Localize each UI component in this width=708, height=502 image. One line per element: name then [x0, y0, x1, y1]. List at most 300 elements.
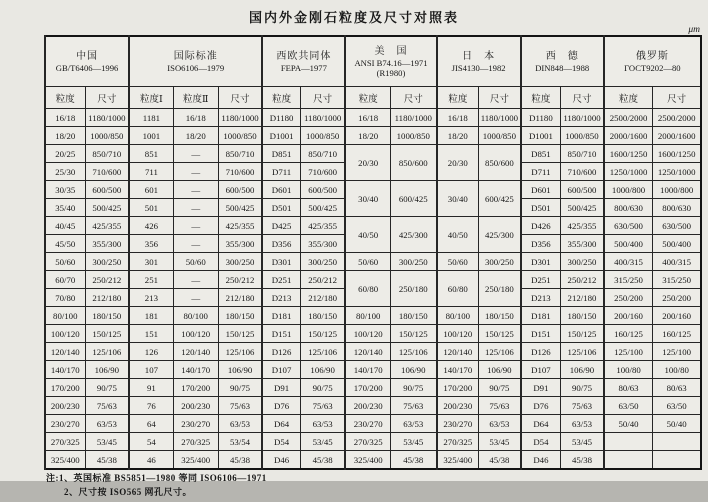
cell: 150/125 — [300, 325, 345, 343]
table-row — [45, 181, 701, 199]
subheader-cell: 粒度 — [45, 87, 85, 109]
cell: 126 — [129, 343, 173, 361]
subheader-cell: 粒度 — [437, 87, 479, 109]
cell: 181 — [129, 307, 173, 325]
subheader-cell: 尺寸 — [479, 87, 521, 109]
cell: 1600/1250 — [653, 145, 701, 163]
cell: 125/106 — [85, 343, 129, 361]
cell: D54 — [262, 433, 300, 451]
cell: D501 — [262, 199, 300, 217]
cell: 1180/1000 — [390, 109, 436, 127]
cell: 35/40 — [45, 199, 85, 217]
cell: 600/500 — [561, 181, 604, 199]
cell: 140/170 — [173, 361, 218, 379]
cell: 850/710 — [561, 145, 604, 163]
cell: 90/75 — [300, 379, 345, 397]
cell: 1000/800 — [604, 181, 653, 199]
cell: 1180/1000 — [561, 109, 604, 127]
cell: 53/45 — [390, 433, 436, 451]
cell: 1000/850 — [85, 127, 129, 145]
cell: D213 — [262, 289, 300, 307]
cell: 300/250 — [85, 253, 129, 271]
cell: 212/180 — [85, 289, 129, 307]
cell: 120/140 — [173, 343, 218, 361]
cell: 710/600 — [300, 163, 345, 181]
table-row — [45, 379, 701, 397]
cell: 63/53 — [218, 415, 262, 433]
cell: D251 — [521, 271, 561, 289]
cell: 355/300 — [85, 235, 129, 253]
table-row — [45, 361, 701, 379]
cell: 710/600 — [561, 163, 604, 181]
cell: 500/425 — [300, 199, 345, 217]
subheader-cell: 粒度 — [345, 87, 390, 109]
cell: D356 — [521, 235, 561, 253]
cell: 106/90 — [300, 361, 345, 379]
cell: 100/80 — [604, 361, 653, 379]
cell: — — [173, 217, 218, 235]
cell: 300/250 — [561, 253, 604, 271]
cell: 425/300 — [479, 217, 521, 253]
cell: 180/150 — [300, 307, 345, 325]
cell: 150/125 — [390, 325, 436, 343]
cell: 1250/1000 — [604, 163, 653, 181]
cell: 1180/1000 — [218, 109, 262, 127]
cell: 630/500 — [653, 217, 701, 235]
cell: D711 — [521, 163, 561, 181]
cell: 60/80 — [437, 271, 479, 307]
cell: — — [173, 199, 218, 217]
unit-label: μm — [688, 25, 700, 35]
cell: 601 — [129, 181, 173, 199]
cell: 16/18 — [173, 109, 218, 127]
cell: 90/75 — [390, 379, 436, 397]
cell: 45/38 — [300, 451, 345, 470]
cell: 100/80 — [653, 361, 701, 379]
cell: 63/53 — [300, 415, 345, 433]
cell: 425/355 — [85, 217, 129, 235]
cell: 53/45 — [85, 433, 129, 451]
cell: 212/180 — [561, 289, 604, 307]
page-title: 国内外金刚石粒度及尺寸对照表 — [248, 10, 459, 25]
cell: 250/212 — [218, 271, 262, 289]
note-line-2: 2、尺寸按 ISO565 网孔尺寸。 — [64, 487, 193, 497]
subheader-cell: 尺寸 — [218, 87, 262, 109]
cell: 64 — [129, 415, 173, 433]
cell: 180/150 — [561, 307, 604, 325]
cell: 200/230 — [45, 397, 85, 415]
cell: 63/53 — [561, 415, 604, 433]
cell: 710/600 — [218, 163, 262, 181]
cell: 1181 — [129, 109, 173, 127]
cell: 80/100 — [345, 307, 390, 325]
subheader-cell: 尺寸 — [300, 87, 345, 109]
cell: 50/60 — [437, 253, 479, 271]
cell: 630/500 — [604, 217, 653, 235]
cell — [604, 433, 653, 451]
cell: D356 — [262, 235, 300, 253]
cell: 180/150 — [390, 307, 436, 325]
group-header-russia: 俄罗斯 ГОСТ9202—80 — [604, 36, 701, 87]
cell: 250/180 — [390, 271, 436, 307]
cell: 75/63 — [390, 397, 436, 415]
cell: 230/270 — [45, 415, 85, 433]
cell: 600/500 — [300, 181, 345, 199]
cell: 75/63 — [85, 397, 129, 415]
cell: 80/100 — [45, 307, 85, 325]
cell: 180/150 — [218, 307, 262, 325]
cell: 100/120 — [173, 325, 218, 343]
cell: 50/60 — [173, 253, 218, 271]
cell — [604, 451, 653, 470]
subheader-cell: 粒度Ⅱ — [173, 87, 218, 109]
cell: 200/160 — [653, 307, 701, 325]
cell: 45/38 — [561, 451, 604, 470]
cell: 600/425 — [390, 181, 436, 217]
cell: 120/140 — [45, 343, 85, 361]
cell: D64 — [262, 415, 300, 433]
cell: 300/250 — [218, 253, 262, 271]
cell: 60/80 — [345, 271, 390, 307]
cell: 53/45 — [300, 433, 345, 451]
cell: 1000/850 — [300, 127, 345, 145]
cell: 213 — [129, 289, 173, 307]
cell: 63/50 — [604, 397, 653, 415]
cell: 50/40 — [653, 415, 701, 433]
cell: 18/20 — [345, 127, 390, 145]
cell: 250/200 — [604, 289, 653, 307]
subheader-cell: 粒度 — [604, 87, 653, 109]
cell: 80/100 — [173, 307, 218, 325]
cell: 270/325 — [173, 433, 218, 451]
cell: 151 — [129, 325, 173, 343]
cell: 53/45 — [561, 433, 604, 451]
cell: 76 — [129, 397, 173, 415]
cell: 711 — [129, 163, 173, 181]
cell: D126 — [521, 343, 561, 361]
cell: D54 — [521, 433, 561, 451]
cell: D851 — [262, 145, 300, 163]
cell: 300/250 — [479, 253, 521, 271]
cell: 270/325 — [437, 433, 479, 451]
cell: 100/120 — [437, 325, 479, 343]
cell: 710/600 — [85, 163, 129, 181]
cell: D126 — [262, 343, 300, 361]
cell: 125/106 — [300, 343, 345, 361]
cell: 315/250 — [604, 271, 653, 289]
cell: 212/180 — [300, 289, 345, 307]
cell: 18/20 — [173, 127, 218, 145]
cell: 63/50 — [653, 397, 701, 415]
cell: 107 — [129, 361, 173, 379]
cell: 1000/800 — [653, 181, 701, 199]
subheader-cell: 粒度 — [521, 87, 561, 109]
cell: D76 — [521, 397, 561, 415]
cell: 140/170 — [437, 361, 479, 379]
cell: 355/300 — [561, 235, 604, 253]
cell: 45/38 — [479, 451, 521, 470]
cell: 50/60 — [345, 253, 390, 271]
cell: 2500/2000 — [604, 109, 653, 127]
cell: 251 — [129, 271, 173, 289]
cell: 1001 — [129, 127, 173, 145]
cell: 106/90 — [479, 361, 521, 379]
cell: 75/63 — [561, 397, 604, 415]
table-row — [45, 109, 701, 127]
cell: 425/300 — [390, 217, 436, 253]
cell: D181 — [262, 307, 300, 325]
cell: 53/54 — [218, 433, 262, 451]
cell: 106/90 — [85, 361, 129, 379]
cell: 30/40 — [437, 181, 479, 217]
cell: 63/53 — [479, 415, 521, 433]
table-row — [45, 343, 701, 361]
cell: 125/106 — [390, 343, 436, 361]
cell: 18/20 — [45, 127, 85, 145]
subheader-cell: 尺寸 — [653, 87, 701, 109]
cell: D601 — [521, 181, 561, 199]
cell: 80/100 — [437, 307, 479, 325]
cell: 20/30 — [437, 145, 479, 181]
cell: D1180 — [262, 109, 300, 127]
cell: D301 — [521, 253, 561, 271]
cell: 150/125 — [85, 325, 129, 343]
cell: D107 — [521, 361, 561, 379]
cell: 230/270 — [437, 415, 479, 433]
cell: 230/270 — [173, 415, 218, 433]
cell: 60/70 — [45, 271, 85, 289]
cell: 2500/2000 — [653, 109, 701, 127]
table-row — [45, 397, 701, 415]
cell: 180/150 — [479, 307, 521, 325]
cell: 160/125 — [653, 325, 701, 343]
cell: 250/180 — [479, 271, 521, 307]
cell: D426 — [521, 217, 561, 235]
cell: 300/250 — [390, 253, 436, 271]
group-header-fepa: 西欧共同体 FEPA—1977 — [262, 36, 345, 87]
cell: 30/35 — [45, 181, 85, 199]
cell: 180/150 — [85, 307, 129, 325]
cell: 212/180 — [218, 289, 262, 307]
cell: 125/106 — [479, 343, 521, 361]
cell: 250/212 — [85, 271, 129, 289]
cell: D91 — [262, 379, 300, 397]
table-row — [45, 217, 701, 235]
cell: 200/230 — [173, 397, 218, 415]
cell: 1250/1000 — [653, 163, 701, 181]
cell: 63/53 — [85, 415, 129, 433]
subheader-cell: 尺寸 — [561, 87, 604, 109]
cell: 850/710 — [218, 145, 262, 163]
cell: 250/212 — [300, 271, 345, 289]
cell: 16/18 — [437, 109, 479, 127]
cell: 150/125 — [218, 325, 262, 343]
cell: 125/100 — [653, 343, 701, 361]
group-header-usa: 美 国 ANSI B74.16—1971 (R1980) — [345, 36, 436, 87]
table-row — [45, 307, 701, 325]
cell: 1000/850 — [479, 127, 521, 145]
cell: D425 — [262, 217, 300, 235]
cell: 120/140 — [437, 343, 479, 361]
cell: 600/425 — [479, 181, 521, 217]
cell: 400/315 — [604, 253, 653, 271]
cell: 90/75 — [479, 379, 521, 397]
cell: 90/75 — [218, 379, 262, 397]
cell: 100/120 — [345, 325, 390, 343]
cell: 850/710 — [300, 145, 345, 163]
cell: 600/500 — [85, 181, 129, 199]
cell: 200/160 — [604, 307, 653, 325]
cell: — — [173, 271, 218, 289]
cell: D1180 — [521, 109, 561, 127]
group-header-iso: 国际标准 ISO6106—1979 — [129, 36, 262, 87]
cell: 1000/850 — [218, 127, 262, 145]
cell: 45/38 — [218, 451, 262, 470]
table-row — [45, 415, 701, 433]
cell: 40/50 — [437, 217, 479, 253]
group-header-row — [45, 36, 701, 87]
cell: 800/630 — [653, 199, 701, 217]
cell: 120/140 — [345, 343, 390, 361]
cell: 425/355 — [218, 217, 262, 235]
cell: 170/200 — [437, 379, 479, 397]
subheader-cell: 粒度 — [262, 87, 300, 109]
cell: 20/25 — [45, 145, 85, 163]
cell: D1001 — [262, 127, 300, 145]
cell: D501 — [521, 199, 561, 217]
cell: 500/400 — [653, 235, 701, 253]
table-row — [45, 433, 701, 451]
cell: 500/425 — [85, 199, 129, 217]
cell: 425/355 — [561, 217, 604, 235]
note-line-1: 注:1、英国标准 BS5851—1980 等同 ISO6106—1971 — [46, 473, 267, 483]
cell: 315/250 — [653, 271, 701, 289]
cell: 2000/1600 — [604, 127, 653, 145]
group-header-china: 中国 GB/T6406—1996 — [45, 36, 129, 87]
cell: 301 — [129, 253, 173, 271]
group-header-japan: 日 本 JIS4130—1982 — [437, 36, 521, 87]
cell: D251 — [262, 271, 300, 289]
cell: D151 — [262, 325, 300, 343]
cell: D107 — [262, 361, 300, 379]
cell: 140/170 — [345, 361, 390, 379]
cell: 40/50 — [345, 217, 390, 253]
cell: D181 — [521, 307, 561, 325]
cell: 230/270 — [345, 415, 390, 433]
cell: 1000/850 — [561, 127, 604, 145]
cell: 75/63 — [218, 397, 262, 415]
subheader-cell: 粒度Ⅰ — [129, 87, 173, 109]
cell: 501 — [129, 199, 173, 217]
cell — [653, 433, 701, 451]
cell: 355/300 — [218, 235, 262, 253]
cell: 325/400 — [173, 451, 218, 470]
cell: D64 — [521, 415, 561, 433]
cell: 106/90 — [561, 361, 604, 379]
subheader-cell: 尺寸 — [390, 87, 436, 109]
cell: 140/170 — [45, 361, 85, 379]
cell: — — [173, 289, 218, 307]
cell: D301 — [262, 253, 300, 271]
cell: 46 — [129, 451, 173, 470]
cell: 1180/1000 — [85, 109, 129, 127]
cell: D46 — [521, 451, 561, 470]
cell: D91 — [521, 379, 561, 397]
cell: D46 — [262, 451, 300, 470]
cell: 80/63 — [653, 379, 701, 397]
group-header-germany: 西 德 DIN848—1988 — [521, 36, 604, 87]
cell: 170/200 — [45, 379, 85, 397]
cell: 600/500 — [218, 181, 262, 199]
cell: 200/230 — [345, 397, 390, 415]
cell: 75/63 — [300, 397, 345, 415]
table-row — [45, 253, 701, 271]
cell: 1180/1000 — [300, 109, 345, 127]
cell: 850/710 — [85, 145, 129, 163]
cell: 325/400 — [437, 451, 479, 470]
cell: D601 — [262, 181, 300, 199]
cell: 125/100 — [604, 343, 653, 361]
subheader-cell: 尺寸 — [85, 87, 129, 109]
cell: 75/63 — [479, 397, 521, 415]
cell: — — [173, 181, 218, 199]
cell: 300/250 — [300, 253, 345, 271]
cell: 1180/1000 — [479, 109, 521, 127]
cell: 40/45 — [45, 217, 85, 235]
table-row — [45, 127, 701, 145]
cell: D76 — [262, 397, 300, 415]
cell: 250/200 — [653, 289, 701, 307]
cell: 356 — [129, 235, 173, 253]
cell: 106/90 — [390, 361, 436, 379]
cell: 850/600 — [479, 145, 521, 181]
cell: 50/40 — [604, 415, 653, 433]
cell: D151 — [521, 325, 561, 343]
cell: 425/355 — [300, 217, 345, 235]
cell: 355/300 — [300, 235, 345, 253]
cell: 150/125 — [561, 325, 604, 343]
cell: 170/200 — [345, 379, 390, 397]
cell: 325/400 — [345, 451, 390, 470]
subheader-row — [45, 87, 701, 109]
cell: 426 — [129, 217, 173, 235]
cell: 16/18 — [45, 109, 85, 127]
cell: 500/400 — [604, 235, 653, 253]
table-row — [45, 325, 701, 343]
cell: — — [173, 145, 218, 163]
cell: 90/75 — [85, 379, 129, 397]
cell: 250/212 — [561, 271, 604, 289]
cell: D851 — [521, 145, 561, 163]
table-row — [45, 451, 701, 470]
grit-table-body — [45, 109, 701, 470]
table-row — [45, 145, 701, 163]
cell: 500/425 — [561, 199, 604, 217]
grit-comparison-table — [44, 35, 702, 470]
cell: 16/18 — [345, 109, 390, 127]
cell: D711 — [262, 163, 300, 181]
cell: 70/80 — [45, 289, 85, 307]
cell: 850/600 — [390, 145, 436, 181]
cell: 325/400 — [45, 451, 85, 470]
cell: 30/40 — [345, 181, 390, 217]
cell: 500/425 — [218, 199, 262, 217]
cell: 54 — [129, 433, 173, 451]
cell: 18/20 — [437, 127, 479, 145]
cell: 91 — [129, 379, 173, 397]
cell: 100/120 — [45, 325, 85, 343]
cell: 106/90 — [218, 361, 262, 379]
